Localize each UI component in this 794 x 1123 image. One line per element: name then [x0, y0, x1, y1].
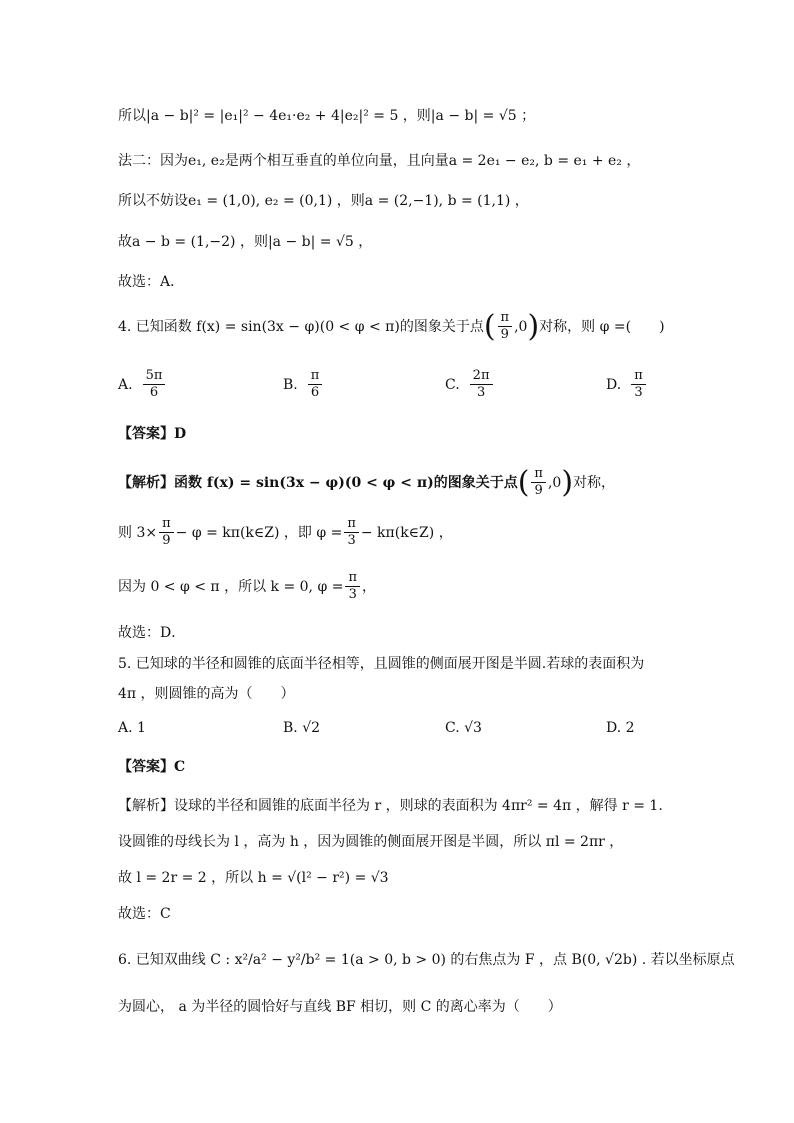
analysis-text: 因为 0 < φ < π ，所以 k = 0, φ =	[118, 578, 344, 595]
q4-point-tail: ,0	[514, 318, 528, 335]
solution-line-4: 故a − b = (1,−2) ，则|a − b| = √5 ，	[118, 234, 373, 250]
option-den: 6	[310, 385, 320, 400]
q4-analysis-3	[118, 570, 754, 603]
q4-option-a	[118, 368, 167, 401]
question-5-stem-1: 5. 已知球的半径和圆锥的底面半径相等，且圆锥的侧面展开图是半圆.若球的表面积为	[118, 656, 645, 672]
option-label: C.	[445, 376, 460, 393]
question-4-stem	[118, 310, 754, 343]
frac-num: π	[345, 570, 360, 587]
question-5-stem-2: 4π ，则圆锥的高为（ ）	[118, 686, 295, 702]
option-fraction	[308, 368, 323, 401]
solution-line-1: 所以|a − b|² = |e₁|² − 4e₁·e₂ + 4|e₂|² = 5 ，则|a − b| = √5 ；	[118, 108, 536, 124]
question-6-stem-1: 6. 已知双曲线 C : x²/a² − y²/b² = 1(a > 0, b > 0) 的右焦点为 F ，点 B(0, √2b) . 若以坐标原点	[118, 952, 735, 968]
q5-option-c: C. √3	[445, 720, 482, 736]
frac-den: 3	[347, 533, 356, 548]
option-num: 2π	[470, 368, 493, 385]
q4-stem-prefix: 4. 已知函数 f(x) = sin(3x − φ)(0 < φ < π)的图象关于点	[118, 318, 484, 335]
frac-num: π	[531, 466, 546, 483]
analysis-suffix: 对称，	[573, 474, 616, 491]
option-den: 3	[476, 385, 486, 400]
q4-choose: 故选：D．	[118, 625, 186, 641]
q4-point-num: π	[498, 310, 513, 327]
solution-line-3: 所以不妨设e₁ = (1,0), e₂ = (0,1) ，则a = (2,−1), b = (1,1) ，	[118, 193, 529, 209]
option-den: 6	[149, 385, 159, 400]
frac-den: 9	[162, 533, 171, 548]
frac-num: π	[344, 516, 359, 533]
option-label: A.	[118, 376, 133, 393]
left-paren: (	[517, 464, 530, 500]
q5-analysis-3: 故 l = 2r = 2 ，所以 h = √(l² − r²) = √3	[118, 870, 389, 886]
right-paren: )	[527, 308, 540, 344]
point-fraction	[531, 466, 546, 499]
option-fraction	[470, 368, 493, 401]
option-fraction	[143, 368, 166, 401]
analysis-text: 【解析】函数 f(x) = sin(3x − φ)(0 < φ < π)的图象关于点	[118, 474, 518, 491]
analysis-text: − φ = kπ(k∈Z) ，即 φ =	[175, 524, 343, 541]
q5-analysis-1: 【解析】设球的半径和圆锥的底面半径为 r ，则球的表面积为 4πr² = 4π ，解得 r = 1.	[118, 798, 663, 814]
q5-option-a: A. 1	[118, 720, 146, 736]
q4-answer: 【答案】D	[118, 426, 187, 442]
option-num: π	[308, 368, 323, 385]
q5-option-d: D. 2	[606, 720, 635, 736]
analysis-text: ，	[361, 578, 376, 595]
q4-analysis-1	[118, 466, 754, 499]
q4-option-d	[606, 368, 648, 401]
choose-a-line: 故选：A．	[118, 274, 185, 290]
q4-option-b	[283, 368, 324, 401]
q4-point-fraction	[498, 310, 513, 343]
analysis-text: − kπ(k∈Z) ，	[360, 524, 453, 541]
analysis-text: 则 3×	[118, 524, 158, 541]
frac-den: 3	[348, 587, 357, 602]
solution-line-2: 法二：因为e₁, e₂是两个相互垂直的单位向量，且向量a = 2e₁ − e₂, b = e₁ + e₂ ，	[118, 153, 641, 169]
q4-stem-suffix: 对称，则 φ =( )	[539, 318, 665, 335]
fraction	[159, 516, 174, 549]
fraction	[345, 570, 360, 603]
q5-option-b: B. √2	[283, 720, 321, 736]
q4-analysis-2	[118, 516, 754, 549]
left-paren: (	[483, 308, 496, 344]
q4-option-c	[445, 368, 495, 401]
right-paren: )	[561, 464, 574, 500]
option-fraction	[631, 368, 646, 401]
option-num: π	[631, 368, 646, 385]
option-num: 5π	[143, 368, 166, 385]
option-label: B.	[283, 376, 298, 393]
fraction	[344, 516, 359, 549]
frac-den: 9	[534, 483, 543, 498]
question-6-stem-2: 为圆心， a 为半径的圆恰好与直线 BF 相切，则 C 的离心率为（ ）	[118, 999, 562, 1015]
point-tail: ,0	[547, 474, 562, 491]
option-den: 3	[634, 385, 643, 400]
q4-point-den: 9	[500, 327, 509, 342]
q5-analysis-2: 设圆锥的母线长为 l ，高为 h ，因为圆锥的侧面展开图是半圆，所以 πl = 2πr ，	[118, 834, 624, 850]
q5-answer: 【答案】C	[118, 759, 186, 775]
q5-choose: 故选：C	[118, 906, 171, 922]
frac-num: π	[159, 516, 174, 533]
option-label: D.	[606, 376, 622, 393]
